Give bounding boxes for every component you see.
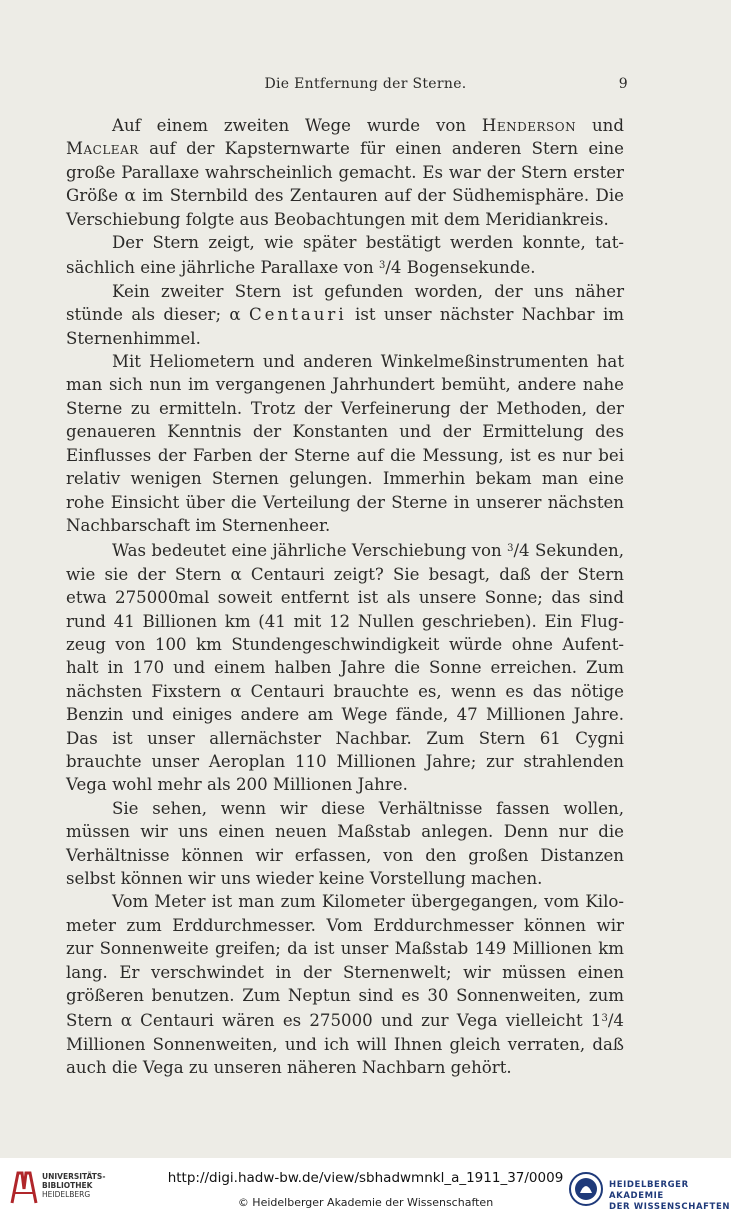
paragraph-5	[66, 537, 624, 796]
text-run: und	[576, 116, 624, 135]
paragraph-1	[66, 114, 624, 231]
paragraph-3	[66, 280, 624, 350]
text-run: Kein zweiter Stern ist gefunden worden, der uns näher stünde als dieser; α	[66, 281, 624, 325]
text-run: ist unser nächster Nachbar im Sternenhimmel.	[66, 305, 624, 348]
text-run: auf der Kapsternwarte für einen anderen Stern eine große Parallaxe wahrscheinlich gemacht. Es war der Stern erster Größe α im Sternbild des Zentauren auf der Südhemisphäre. Die Verschiebung folgte aus Beobachtungen mit dem Meridiankreis.	[66, 139, 624, 229]
library-label-line: UNIVERSITÄTS-	[42, 1172, 106, 1181]
text-run: Was bedeutet eine jährliche Verschiebung von	[112, 541, 508, 561]
copyright-notice: © Heidelberger Akademie der Wissenschaften	[237, 1196, 494, 1209]
running-head-title: Die Entfernung der Sterne.	[264, 76, 467, 92]
fraction-denominator: /4	[513, 541, 530, 561]
author-name-henderson: Henderson	[481, 116, 577, 135]
text-run: Sekunden, wie sie der Stern α Centauri zeigt? Sie besagt, daß der Stern etwa 275000mal soweit entfernt ist als unsere Sonne; das sind rund 41 Billionen km (41 mit 12 Nullen geschrieben). Ein Flug-zeug von 100 km Stundengeschwindigkeit würde ohne Aufent-halt in 170 und einem halben Jahre die Sonne erreichen. Zum nächsten Fixstern α Centauri brauchte es, wenn es das nötige Benzin und einiges andere am Wege fände, 47 Millionen Jahre. Das ist unser allernächster Nachbar. Zum Stern 61 Cygni brauchte unser Aeroplan 110 Millionen Jahre; zur strahlenden Vega wohl mehr als 200 Millionen Jahre.	[66, 541, 624, 795]
footer-bar	[0, 1158, 731, 1219]
paragraph-6	[66, 797, 624, 891]
text-run: Auf einem zweiten Wege wurde von	[112, 116, 482, 135]
library-label-line: BIBLIOTHEK	[42, 1181, 93, 1190]
fraction-denominator: /4	[607, 1011, 624, 1031]
fraction-denominator: /4	[385, 258, 402, 278]
academy-seal-icon	[568, 1171, 604, 1207]
author-name-maclear: Maclear	[66, 139, 139, 159]
fraction-numerator: 3	[378, 260, 386, 272]
page-number: 9	[618, 76, 628, 92]
text-run: Sie sehen, wenn wir diese Verhältnisse fassen wollen, müssen wir uns einen neuen Maßstab anlegen. Denn nur die Verhältnisse können wir erfassen, von den großen Distanzen selbst können wir uns wieder keine Vorstellung machen.	[66, 798, 624, 888]
fraction-numerator: 3	[601, 1013, 608, 1025]
academy-label-line: DER WISSENSCHAFTEN	[609, 1202, 731, 1212]
paragraph-7	[66, 890, 624, 1079]
permalink-url[interactable]: http://digi.hadw-bw.de/view/sbhadwmnkl_a_1911_37/0009	[167, 1170, 564, 1186]
text-run: Mit Heliometern und anderen Winkelmeßinstrumenten hat man sich nun im vergangenen Jahrhundert bemüht, andere nahe Sterne zu ermitteln. Trotz der Verfeinerung der Methoden, der genaueren Kenntnis der Konstanten und der Ermittelung des Einflusses der Farben der Sterne auf die Messung, ist es nur bei relativ wenigen Sternen gelungen. Immerhin bekam man eine rohe Einsicht über die Verteilung der Sterne in unserer nächsten Nachbarschaft im Sternenheer.	[66, 352, 624, 535]
body-text	[66, 114, 624, 1080]
spaced-word-centauri: Centauri	[248, 305, 347, 325]
fraction-numerator: 3	[507, 543, 514, 555]
academy-label	[609, 1180, 731, 1213]
library-label-line: HEIDELBERG	[42, 1190, 91, 1199]
academy-label-line: HEIDELBERGER AKADEMIE	[609, 1180, 689, 1201]
text-run: Bogensekunde.	[401, 258, 536, 278]
text-run: Millionen Sonnenweiten, und ich will Ihnen gleich verraten, daß auch die Vega zu unseren näheren Nachbarn gehört.	[66, 1034, 624, 1078]
text-run: Der Stern zeigt, wie später bestätigt werden konnte, tat-sächlich eine jährliche Parallaxe von	[66, 233, 624, 278]
text-run: Vom Meter ist man zum Kilometer übergegangen, vom Kilo-meter zum Erddurchmesser. Vom Erddurchmesser können wir zur Sonnenweite greifen; da ist unser Maßstab 149 Millionen km lang. Er verschwindet in der Sternenwelt; wir müssen einen größeren benutzen. Zum Neptun sind es 30 Sonnenweiten, zum Stern α Centauri wären es 275000 und zur Vega vielleicht 1	[66, 892, 624, 1031]
paragraph-2	[66, 231, 624, 280]
paragraph-4	[66, 350, 624, 537]
